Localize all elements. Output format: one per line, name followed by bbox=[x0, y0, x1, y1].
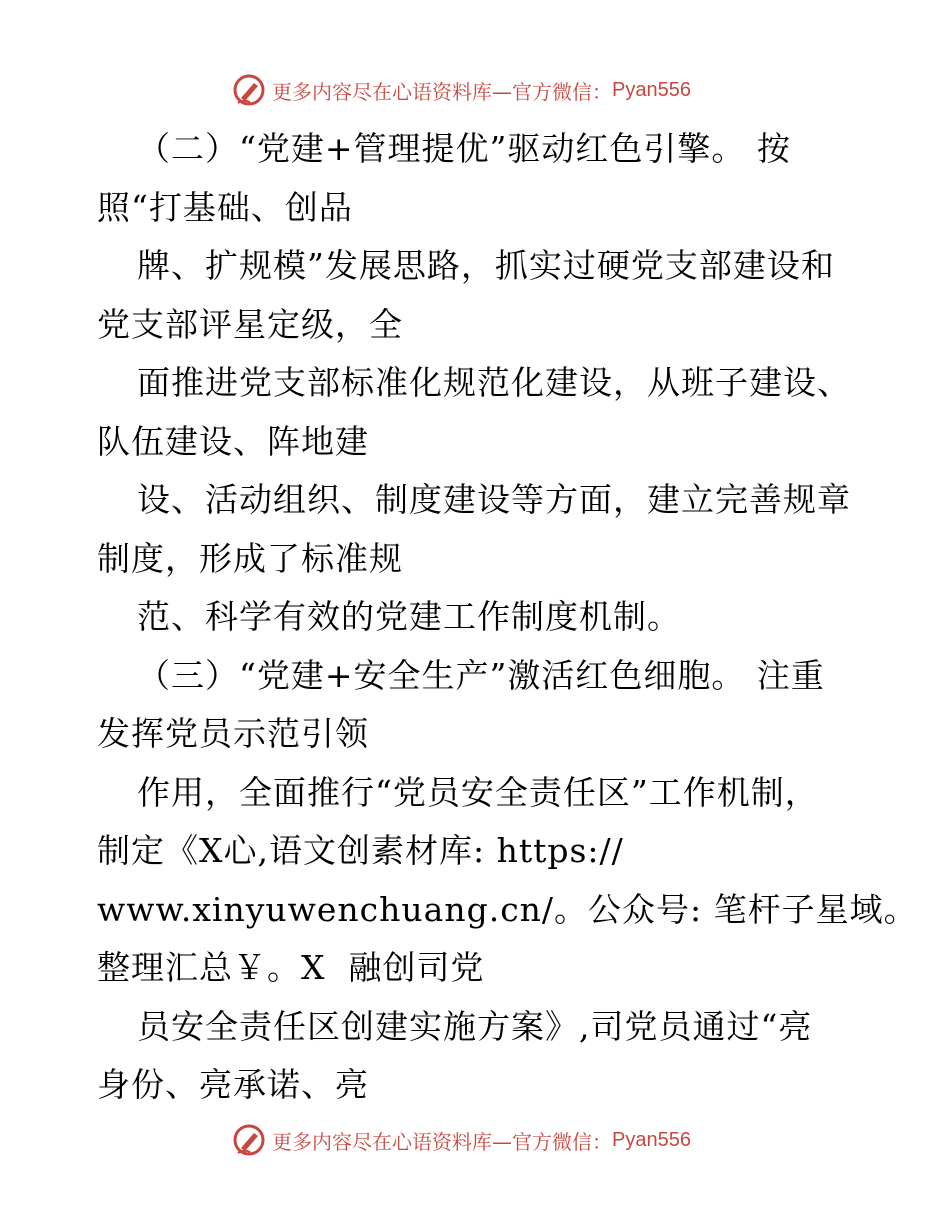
header-watermark bbox=[232, 68, 691, 112]
watermark-wechat-id: Pyan556 bbox=[612, 78, 691, 101]
watermark-text: 更多内容尽在心语资料库—官方微信： bbox=[272, 79, 612, 104]
text-line: 牌、扩规模”发展思路，抓实过硬党支部建设和 bbox=[137, 246, 835, 285]
paragraph bbox=[97, 764, 918, 998]
text-line: 作用，全面推行“党员安全责任区”工作机制， bbox=[137, 772, 819, 812]
text-line: 制定《X心,语文创素材库: https:// bbox=[97, 831, 624, 870]
text-line: 党支部评星定级，全 bbox=[97, 304, 403, 344]
watermark-text: 更多内容尽在心语资料库—官方微信： bbox=[272, 1129, 612, 1154]
paragraph bbox=[97, 998, 857, 1115]
paragraph bbox=[97, 471, 857, 588]
text-line: 照“打基础、创品 bbox=[97, 187, 353, 227]
text-line: 身份、亮承诺、亮 bbox=[97, 1065, 369, 1104]
paragraph bbox=[97, 647, 857, 764]
watermark-wechat-id: Pyan556 bbox=[612, 1128, 691, 1151]
paragraph bbox=[97, 354, 857, 471]
text-line: 范、科学有效的党建工作制度机制。 bbox=[137, 597, 681, 636]
pen-seal-icon bbox=[232, 73, 266, 107]
document-body bbox=[97, 120, 918, 1115]
pen-seal-icon bbox=[232, 1123, 266, 1157]
text-line: 整理汇总￥。X 融创司党 bbox=[97, 948, 485, 987]
text-line: 设、活动组织、制度建设等方面，建立完善规章 bbox=[137, 480, 851, 519]
text-line: （二）“党建+管理提优”驱动红色引擎。 按 bbox=[137, 129, 791, 168]
text-line: 制度，形成了标准规 bbox=[97, 538, 403, 578]
text-line: （三）“党建+安全生产”激活红色细胞。 注重 bbox=[137, 655, 825, 695]
paragraph bbox=[97, 120, 857, 237]
text-line: 队伍建设、阵地建 bbox=[97, 421, 369, 461]
text-line: 发挥党员示范引领 bbox=[97, 714, 369, 753]
text-line: www.xinyuwenchuang.cn/。公众号: 笔杆子星域。 bbox=[97, 889, 918, 929]
paragraph bbox=[97, 237, 857, 354]
paragraph bbox=[97, 588, 857, 647]
text-line: 面推进党支部标准化规范化建设，从班子建设、 bbox=[137, 363, 851, 402]
text-line: 员安全责任区创建实施方案》,司党员通过“亮 bbox=[137, 1006, 813, 1046]
footer-watermark bbox=[232, 1118, 691, 1162]
